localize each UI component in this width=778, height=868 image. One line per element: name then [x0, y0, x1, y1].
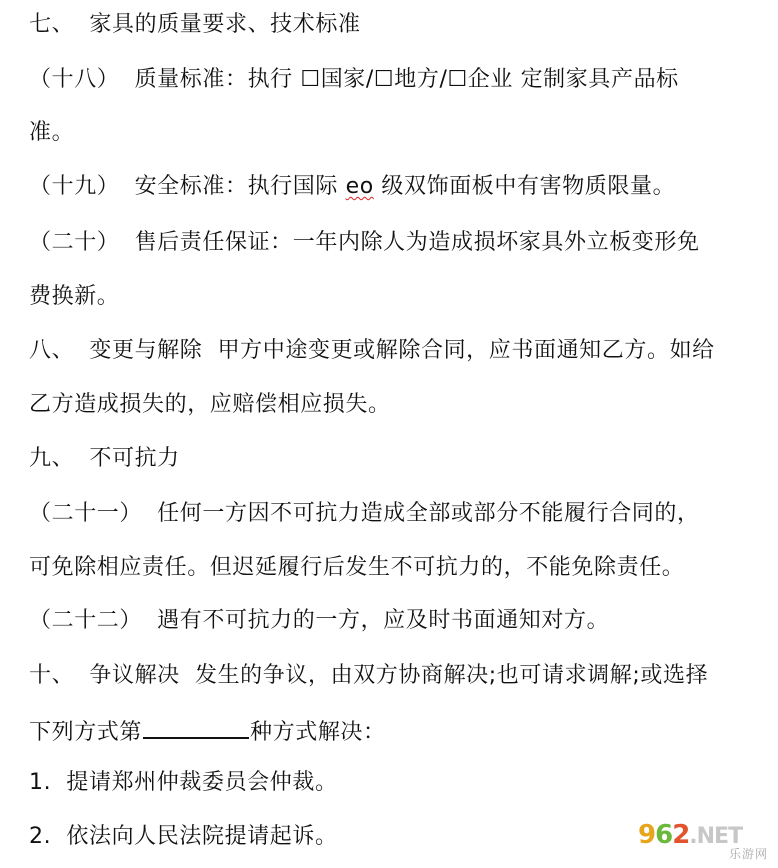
section-8-line-2: 乙方造成损失的，应赔偿相应损失。	[29, 392, 391, 417]
section-10-text-a: 下列方式第	[29, 720, 143, 745]
clause-22: （二十二） 遇有不可抗力的一方，应及时书面通知对方。	[29, 608, 610, 633]
spellcheck-flag: eo	[345, 174, 374, 199]
clause-18-line-1: （十八） 质量标准：执行 ☐国家/☐地方/☐企业 定制家具产品标	[29, 67, 679, 92]
clause-19-text-a: （十九） 安全标准：执行国际	[29, 174, 346, 199]
section-10-text-b: 种方式解决：	[250, 720, 386, 745]
section-9-heading: 九、 不可抗力	[29, 446, 180, 471]
clause-20-line-1: （二十） 售后责任保证：一年内除人为造成损坏家具外立板变形免	[29, 230, 700, 255]
clause-19	[29, 172, 675, 202]
section-7-heading: 七、 家具的质量要求、技术标准	[29, 12, 361, 37]
section-10-line-1: 十、 争议解决 发生的争议，由双方协商解决;也可请求调解;或选择	[29, 663, 709, 688]
clause-21-line-1: （二十一） 任何一方因不可抗力造成全部或部分不能履行合同的，	[29, 501, 700, 526]
clause-18-line-2: 准。	[29, 120, 75, 145]
clause-20-line-2: 费换新。	[29, 284, 120, 309]
fill-in-blank[interactable]	[143, 715, 249, 739]
option-2: 2. 依法向人民法院提请起诉。	[29, 824, 338, 849]
clause-19-text-b: 级双饰面板中有害物质限量。	[373, 174, 676, 199]
section-8-line-1: 八、 变更与解除 甲方中途变更或解除合同，应书面通知乙方。如给	[29, 338, 715, 363]
site-watermark-logo	[638, 822, 770, 862]
watermark-mark: 962.NET	[638, 820, 743, 850]
clause-21-line-2: 可免除相应责任。但迟延履行后发生不可抗力的，不能免除责任。	[29, 555, 685, 580]
option-1: 1. 提请郑州仲裁委员会仲裁。	[29, 770, 338, 795]
section-10-line-2	[29, 715, 386, 748]
watermark-subtitle: 乐游网	[728, 847, 768, 861]
